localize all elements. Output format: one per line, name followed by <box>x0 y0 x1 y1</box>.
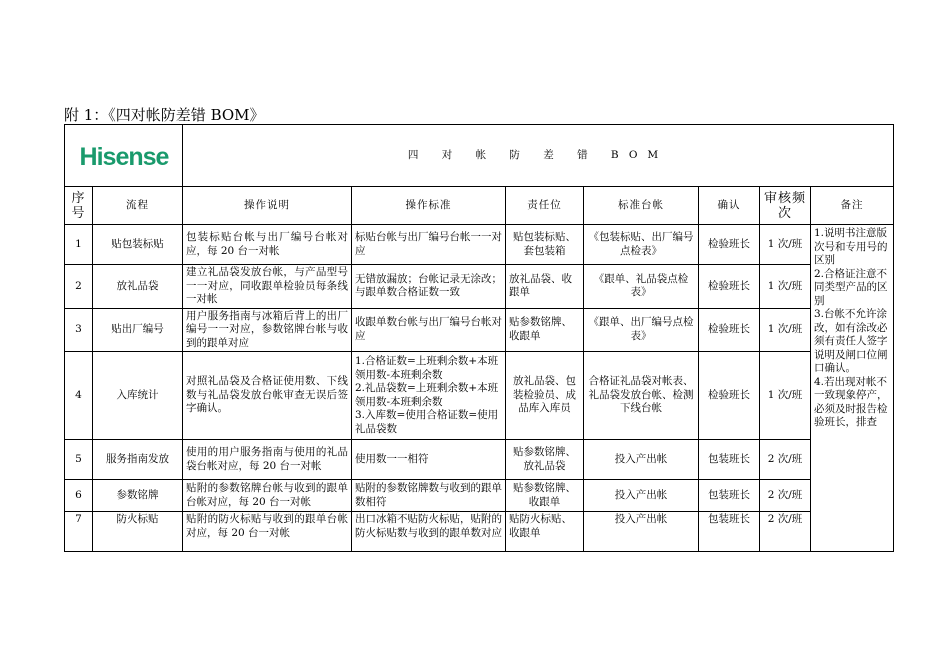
row-process: 参数铭牌 <box>93 480 183 512</box>
header-process: 流程 <box>93 187 183 225</box>
row-process: 入库统计 <box>93 352 183 440</box>
row-ledger: 《跟单、礼品袋点检表》 <box>584 265 699 309</box>
row-ledger: 《跟单、出厂编号点检表》 <box>584 308 699 352</box>
row-standard: 使用数一一相符 <box>352 440 506 480</box>
row-ledger: 合格证礼品袋对帐表、礼品袋发放台帐、检测下线台帐 <box>584 352 699 440</box>
header-desc: 操作说明 <box>183 187 352 225</box>
row-freq: 1 次/班 <box>760 308 811 352</box>
document-caption: 附 1：《四对帐防差错 BOM》 <box>64 106 265 124</box>
row-duty: 放礼品袋、包装检验员、成品库入库员 <box>506 352 584 440</box>
row-no: 4 <box>65 352 93 440</box>
row-confirm: 检验班长 <box>699 225 760 265</box>
row-duty: 贴防火标贴、收跟单 <box>506 512 584 552</box>
row-desc: 贴附的参数铭牌台帐与收到的跟单台帐对应，每 20 台一对帐 <box>183 480 352 512</box>
row-freq: 2 次/班 <box>760 440 811 480</box>
table-row <box>65 512 894 552</box>
row-process: 防火标贴 <box>93 512 183 552</box>
row-ledger: 《包装标贴、出厂编号点检表》 <box>584 225 699 265</box>
table-row <box>65 440 894 480</box>
row-confirm: 检验班长 <box>699 308 760 352</box>
row-desc: 使用的用户服务指南与使用的礼品袋台帐对应，每 20 台一对帐 <box>183 440 352 480</box>
row-standard: 收跟单数台帐与出厂编号台帐对应 <box>352 308 506 352</box>
row-freq: 2 次/班 <box>760 512 811 552</box>
row-confirm: 检验班长 <box>699 265 760 309</box>
row-desc: 用户服务指南与冰箱后背上的出厂编号一一对应，参数铭牌台帐与收到的跟单对应 <box>183 308 352 352</box>
table-row <box>65 225 894 265</box>
header-confirm: 确认 <box>699 187 760 225</box>
row-confirm: 包装班长 <box>699 480 760 512</box>
row-standard: 出口冰箱不贴防火标贴，贴附的防火标贴数与收到的跟单数对应 <box>352 512 506 552</box>
row-duty: 贴参数铭牌、放礼品袋 <box>506 440 584 480</box>
svg-text:Hisense: Hisense <box>79 142 168 171</box>
row-process: 放礼品袋 <box>93 265 183 309</box>
row-standard: 无错放漏放；台帐记录无涂改；与跟单数合格证数一致 <box>352 265 506 309</box>
header-no: 序号 <box>65 187 93 225</box>
row-desc: 对照礼品袋及合格证使用数、下线数与礼品袋发放台帐审查无误后签字确认。 <box>183 352 352 440</box>
row-duty: 贴参数铭牌、收跟单 <box>506 480 584 512</box>
row-duty: 放礼品袋、收跟单 <box>506 265 584 309</box>
row-no: 3 <box>65 308 93 352</box>
row-no: 7 <box>65 512 93 552</box>
header-row <box>65 187 894 225</box>
row-process: 服务指南发放 <box>93 440 183 480</box>
logo-cell <box>65 125 183 187</box>
row-freq: 2 次/班 <box>760 480 811 512</box>
row-freq: 1 次/班 <box>760 352 811 440</box>
row-ledger: 投入产出帐 <box>584 480 699 512</box>
row-no: 5 <box>65 440 93 480</box>
row-process: 贴出厂编号 <box>93 308 183 352</box>
row-no: 2 <box>65 265 93 309</box>
table-row <box>65 480 894 512</box>
table-row <box>65 308 894 352</box>
row-freq: 1 次/班 <box>760 265 811 309</box>
row-desc: 建立礼品袋发放台帐，与产品型号一一对应，同收跟单检验员每条线一对帐 <box>183 265 352 309</box>
bom-table <box>64 124 894 552</box>
page-title: 四 对 帐 防 差 错 BOM <box>183 125 894 187</box>
table-row <box>65 265 894 309</box>
row-standard: 1.合格证数=上班剩余数+本班领用数-本班剩余数 2.礼品袋数=上班剩余数+本班领用数-本班剩余数 3.入库数=使用合格证数=使用礼品袋数 <box>352 352 506 440</box>
table-row <box>65 352 894 440</box>
header-standard: 操作标准 <box>352 187 506 225</box>
row-desc: 包装标贴台帐与出厂编号台帐对应，每 20 台一对帐 <box>183 225 352 265</box>
row-confirm: 检验班长 <box>699 352 760 440</box>
row-confirm: 包装班长 <box>699 512 760 552</box>
header-ledger: 标准台帐 <box>584 187 699 225</box>
header-note: 备注 <box>811 187 894 225</box>
row-ledger: 投入产出帐 <box>584 512 699 552</box>
row-freq: 1 次/班 <box>760 225 811 265</box>
note-text: 1.说明书注意版次号和专用号的区别 2.合格证注意不同类型产品的区别 3.台帐不允许涂改，如有涂改必须有责任人签字说明及闸口位闸口确认。 4.若出现对帐不一致现象停产，必须及时报告检验班长，排查 <box>814 227 888 428</box>
row-no: 6 <box>65 480 93 512</box>
row-duty: 贴参数铭牌、收跟单 <box>506 308 584 352</box>
header-freq: 审核频次 <box>760 187 811 225</box>
row-confirm: 包装班长 <box>699 440 760 480</box>
row-no: 1 <box>65 225 93 265</box>
row-standard: 标贴台帐与出厂编号台帐一一对应 <box>352 225 506 265</box>
row-duty: 贴包装标贴、套包装箱 <box>506 225 584 265</box>
row-ledger: 投入产出帐 <box>584 440 699 480</box>
row-process: 贴包装标贴 <box>93 225 183 265</box>
hisense-logo <box>74 139 174 173</box>
header-duty: 责任位 <box>506 187 584 225</box>
note-cell <box>811 225 894 552</box>
row-desc: 贴附的防火标贴与收到的跟单台帐对应，每 20 台一对帐 <box>183 512 352 552</box>
row-standard: 贴附的参数铭牌数与收到的跟单数相符 <box>352 480 506 512</box>
